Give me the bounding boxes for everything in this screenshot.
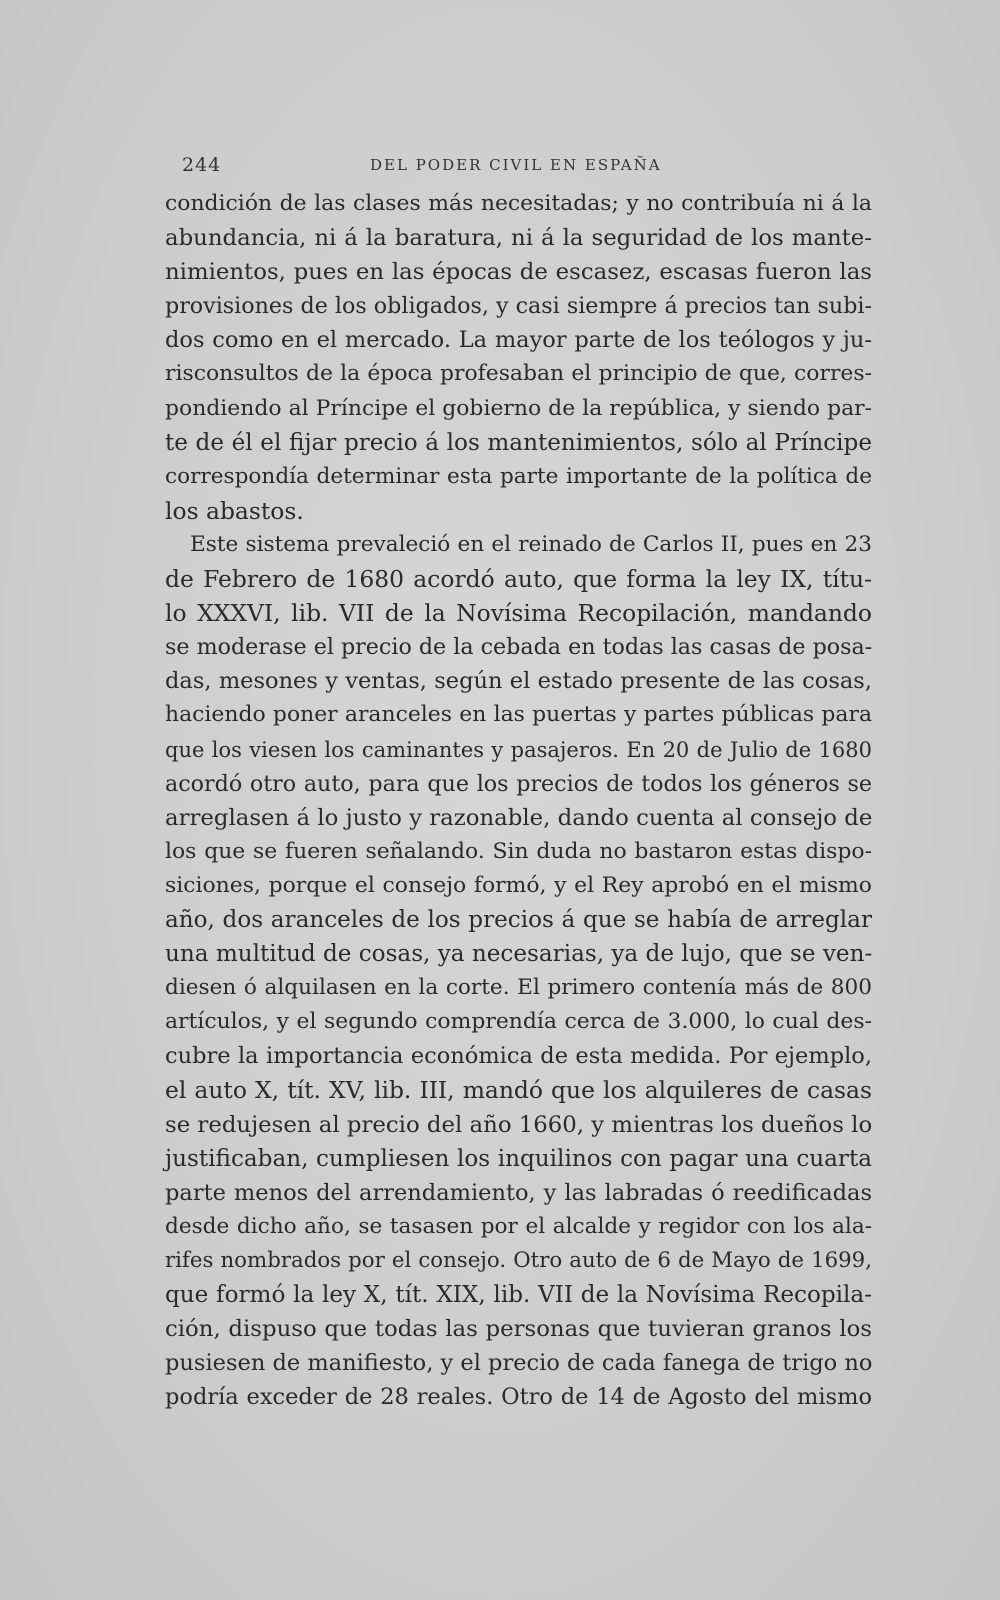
text-line: desde dicho año, se tasasen por el alcalde y regidor con los ala- bbox=[165, 1213, 872, 1239]
text-line: cubre la importancia económica de esta medida. Por ejemplo, bbox=[165, 1043, 872, 1070]
text-line: dos como en el mercado. La mayor parte de los teólogos y ju- bbox=[165, 327, 872, 354]
text-line: los abastos. bbox=[165, 496, 304, 525]
text-line: artículos, y el segundo comprendía cerca de 3.000, lo cual des- bbox=[165, 1009, 872, 1035]
text-line: podría exceder de 28 reales. Otro de 14 de Agosto del mismo bbox=[165, 1384, 872, 1411]
text-line: lo XXXVI, lib. VII de la Novísima Recopilación, mandando bbox=[165, 599, 872, 628]
text-line: se redujesen al precio del año 1660, y mientras los dueños lo bbox=[165, 1111, 873, 1138]
text-line: diesen ó alquilasen en la corte. El primero contenía más de 800 bbox=[165, 975, 872, 1001]
text-line: pusiesen de manifiesto, y el precio de cada fanega de trigo no bbox=[165, 1350, 873, 1377]
text-line: se moderase el precio de la cebada en todas las casas de posa- bbox=[165, 634, 873, 661]
running-head bbox=[182, 154, 872, 178]
running-title: DEL PODER CIVIL EN ESPAÑA bbox=[370, 156, 662, 174]
text-line: una multitud de cosas, ya necesarias, ya de lujo, que se ven- bbox=[165, 941, 873, 968]
paragraph-start-line: Este sistema prevaleció en el reinado de Carlos II, pues en 23 bbox=[190, 531, 872, 557]
text-line: te de él el fijar precio á los mantenimientos, sólo al Príncipe bbox=[165, 429, 872, 456]
text-line: provisiones de los obligados, y casi siempre á precios tan subi- bbox=[165, 293, 872, 320]
text-line: que formó la ley X, tít. XIX, lib. VII de la Novísima Recopila- bbox=[165, 1282, 872, 1308]
text-line: pondiendo al Príncipe el gobierno de la república, y siendo par- bbox=[165, 395, 872, 421]
text-line: correspondía determinar esta parte importante de la política de bbox=[165, 463, 872, 489]
text-line: justificaban, cumpliesen los inquilinos con pagar una cuarta bbox=[165, 1145, 872, 1172]
text-line: de Febrero de 1680 acordó auto, que forma la ley IX, títu- bbox=[165, 565, 872, 594]
text-line: haciendo poner aranceles en las puertas y partes públicas para bbox=[165, 702, 872, 728]
text-line: el auto X, tít. XV, lib. III, mandó que los alquileres de casas bbox=[165, 1076, 872, 1105]
text-line: condición de las clases más necesitadas; y no contribuía ni á la bbox=[165, 191, 872, 216]
text-line: rifes nombrados por el consejo. Otro auto de 6 de Mayo de 1699, bbox=[165, 1247, 872, 1273]
text-line: risconsultos de la época profesaban el principio de que, corres- bbox=[165, 361, 872, 387]
text-line: parte menos del arrendamiento, y las labradas ó reedificadas bbox=[165, 1179, 872, 1206]
text-line: das, mesones y ventas, según el estado presente de las cosas, bbox=[165, 668, 872, 695]
page-number: 244 bbox=[182, 154, 222, 176]
text-line: año, dos aranceles de los precios á que se había de arreglar bbox=[165, 906, 872, 933]
text-line: los que se fueren señalando. Sin duda no bastaron estas dispo- bbox=[165, 838, 872, 864]
text-line: abundancia, ni á la baratura, ni á la seguridad de los mante- bbox=[165, 225, 872, 252]
text-line: arreglasen á lo justo y razonable, dando cuenta al consejo de bbox=[165, 804, 873, 831]
text-line: siciones, porque el consejo formó, y el Rey aprobó en el mismo bbox=[165, 872, 872, 898]
text-line: acordó otro auto, para que los precios de todos los géneros se bbox=[165, 770, 872, 797]
body-text bbox=[165, 187, 872, 1414]
text-line: nimientos, pues en las épocas de escasez, escasas fueron las bbox=[165, 259, 872, 286]
text-line: ción, dispuso que todas las personas que tuvieran granos los bbox=[165, 1316, 872, 1343]
text-line: que los viesen los caminantes y pasajeros. En 20 de Julio de 1680 bbox=[165, 737, 872, 762]
